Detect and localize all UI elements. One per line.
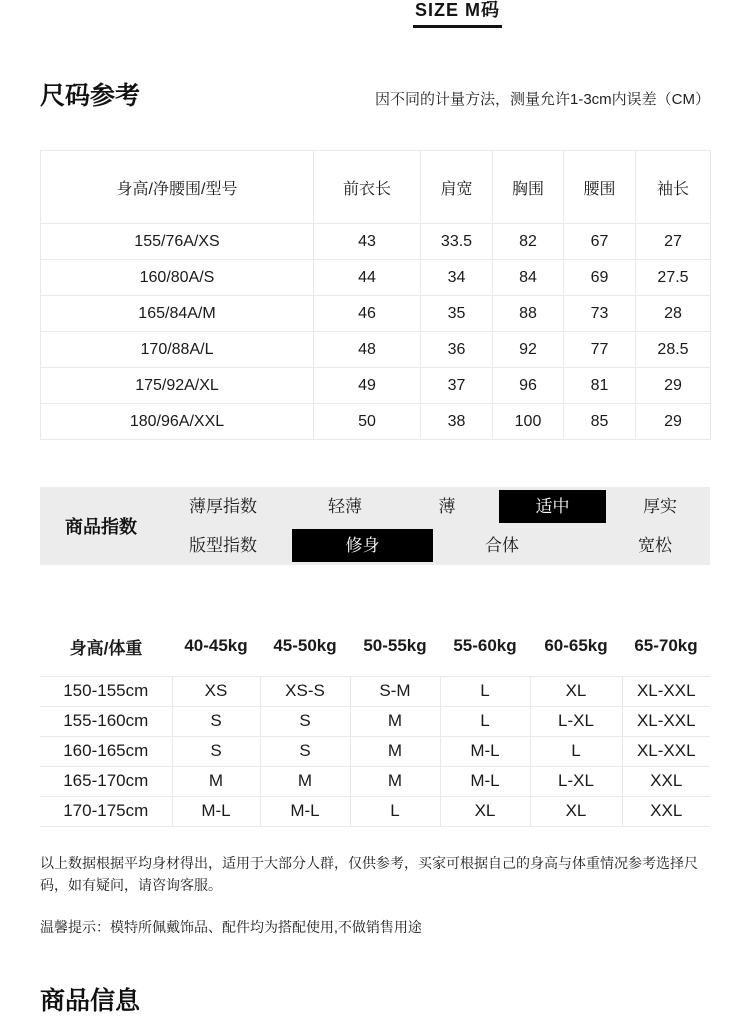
tolerance-note: 因不同的计量方法，测量允许1-3cm内误差（CM） <box>374 91 710 108</box>
measure-cell: 100 <box>493 404 564 440</box>
fit-option: 宽松 <box>638 536 672 555</box>
column-header: 腰围 <box>564 151 636 224</box>
table-row <box>41 260 711 296</box>
table-row <box>41 296 711 332</box>
size-cell: XXL <box>622 796 710 826</box>
measure-cell: 69 <box>564 260 636 296</box>
measure-cell: 36 <box>421 332 493 368</box>
size-label-cell: 175/92A/XL <box>41 368 314 404</box>
section-title: 尺码参考 <box>40 82 141 110</box>
hw-header-row <box>40 617 710 676</box>
measure-cell: 34 <box>421 260 493 296</box>
table-row <box>41 404 711 440</box>
weight-header: 55-60kg <box>453 636 517 656</box>
size-cell: S <box>172 736 260 766</box>
measure-cell: 43 <box>314 224 421 260</box>
thickness-option: 厚实 <box>643 497 677 516</box>
size-cell: XL-XXL <box>622 706 710 736</box>
size-label-cell: 155/76A/XS <box>41 224 314 260</box>
size-cell: M <box>350 736 440 766</box>
thickness-option: 薄 <box>438 497 456 516</box>
size-label-cell: 160/80A/S <box>41 260 314 296</box>
table-row <box>40 706 710 736</box>
thickness-option-selected: 适中 <box>499 490 606 523</box>
measure-cell: 82 <box>493 224 564 260</box>
size-cell: S-M <box>350 676 440 706</box>
measure-cell: 84 <box>493 260 564 296</box>
size-title-row <box>0 0 750 28</box>
weight-header: 50-55kg <box>363 636 427 656</box>
column-header: 前衣长 <box>314 151 421 224</box>
measure-cell: 77 <box>564 332 636 368</box>
table-row <box>40 676 710 706</box>
size-reference-table <box>40 150 711 440</box>
size-cell: XL <box>530 676 622 706</box>
size-cell: XL <box>440 796 530 826</box>
size-cell: L <box>440 676 530 706</box>
measure-cell: 73 <box>564 296 636 332</box>
measure-cell: 28 <box>636 296 711 332</box>
measure-cell: 50 <box>314 404 421 440</box>
fit-index-label: 版型指数 <box>189 536 257 555</box>
size-cell: XL <box>530 796 622 826</box>
size-cell: S <box>172 706 260 736</box>
size-cell: S <box>260 706 350 736</box>
size-label-cell: 170/88A/L <box>41 332 314 368</box>
height-cell: 150-155cm <box>40 676 172 706</box>
measure-cell: 85 <box>564 404 636 440</box>
column-header: 胸围 <box>493 151 564 224</box>
measure-cell: 27.5 <box>636 260 711 296</box>
measure-cell: 92 <box>493 332 564 368</box>
weight-header: 65-70kg <box>634 636 698 656</box>
measure-cell: 96 <box>493 368 564 404</box>
disclaimer-text: 以上数据根据平均身材得出，适用于大部分人群，仅供参考，买家可根据自己的身高与体重情况参考选择尺码，如有疑问，请咨询客服。 <box>40 855 698 893</box>
table-row <box>40 796 710 826</box>
height-cell: 170-175cm <box>40 796 172 826</box>
size-cell: M-L <box>440 766 530 796</box>
size-cell: M <box>350 706 440 736</box>
measure-cell: 27 <box>636 224 711 260</box>
size-table-header-row <box>41 151 711 224</box>
thickness-index-label: 薄厚指数 <box>189 497 257 516</box>
measure-cell: 29 <box>636 404 711 440</box>
size-cell: M-L <box>260 796 350 826</box>
measure-cell: 48 <box>314 332 421 368</box>
height-cell: 165-170cm <box>40 766 172 796</box>
size-cell: L-XL <box>530 706 622 736</box>
table-row <box>41 224 711 260</box>
height-cell: 155-160cm <box>40 706 172 736</box>
table-row <box>40 766 710 796</box>
size-cell: XL-XXL <box>622 676 710 706</box>
measure-cell: 29 <box>636 368 711 404</box>
measure-cell: 37 <box>421 368 493 404</box>
size-label-cell: 180/96A/XXL <box>41 404 314 440</box>
measure-cell: 46 <box>314 296 421 332</box>
table-row <box>41 332 711 368</box>
product-index-band <box>40 487 710 565</box>
measure-cell: 49 <box>314 368 421 404</box>
size-label-cell: 165/84A/M <box>41 296 314 332</box>
weight-header: 40-45kg <box>184 636 248 656</box>
weight-header: 60-65kg <box>544 636 608 656</box>
measure-cell: 81 <box>564 368 636 404</box>
fit-option: 合体 <box>485 536 519 555</box>
measure-cell: 35 <box>421 296 493 332</box>
size-cell: M-L <box>440 736 530 766</box>
size-cell: XXL <box>622 766 710 796</box>
measure-cell: 88 <box>493 296 564 332</box>
height-cell: 160-165cm <box>40 736 172 766</box>
measure-cell: 44 <box>314 260 421 296</box>
column-header: 肩宽 <box>421 151 493 224</box>
page-title: SIZE M码 <box>413 0 502 28</box>
size-cell: M-L <box>172 796 260 826</box>
size-cell: M <box>172 766 260 796</box>
column-header: 身高/净腰围/型号 <box>41 151 314 224</box>
fit-option-selected: 修身 <box>292 529 433 562</box>
size-cell: L <box>440 706 530 736</box>
corner-header: 身高/体重 <box>69 638 143 658</box>
size-cell: L <box>350 796 440 826</box>
measure-cell: 33.5 <box>421 224 493 260</box>
measure-cell: 28.5 <box>636 332 711 368</box>
size-cell: L-XL <box>530 766 622 796</box>
size-cell: XS <box>172 676 260 706</box>
size-cell: XL-XXL <box>622 736 710 766</box>
weight-header: 45-50kg <box>273 636 337 656</box>
table-row <box>41 368 711 404</box>
table-row <box>40 736 710 766</box>
measure-cell: 67 <box>564 224 636 260</box>
thickness-option: 轻薄 <box>328 497 362 516</box>
measure-cell: 38 <box>421 404 493 440</box>
size-cell: M <box>260 766 350 796</box>
size-cell: M <box>350 766 440 796</box>
tip-text: 温馨提示：模特所佩戴饰品、配件均为搭配使用,不做销售用途 <box>40 919 422 935</box>
size-cell: XS-S <box>260 676 350 706</box>
section-header <box>40 76 710 112</box>
size-cell: S <box>260 736 350 766</box>
size-cell: L <box>530 736 622 766</box>
next-section-title: 商品信息 <box>40 987 141 1015</box>
product-index-label: 商品指数 <box>65 517 137 537</box>
column-header: 袖长 <box>636 151 711 224</box>
height-weight-table <box>40 617 710 827</box>
